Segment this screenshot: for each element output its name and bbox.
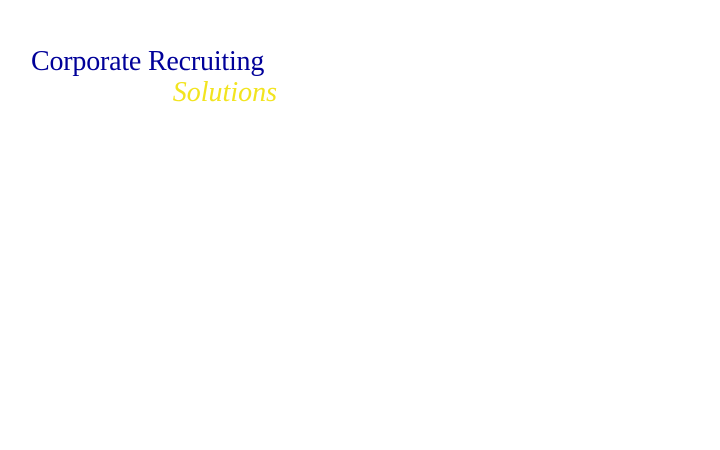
- brand-subtitle: Solutions: [172, 77, 277, 108]
- brand-title: Corporate Recruiting: [31, 46, 265, 77]
- brand-logo[interactable]: [31, 46, 281, 108]
